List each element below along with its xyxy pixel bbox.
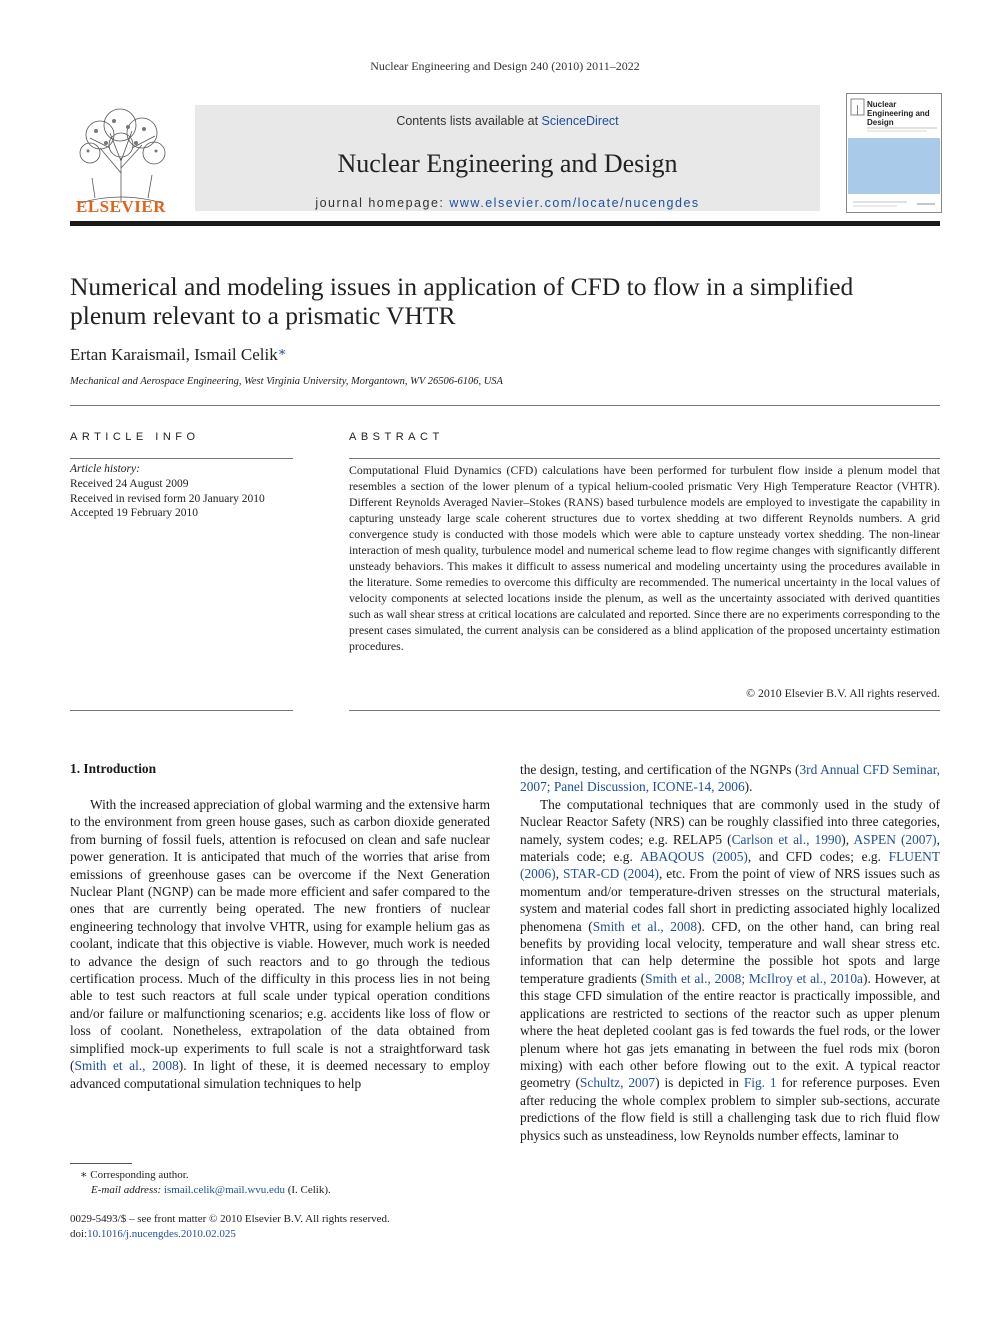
citation-link[interactable]: 3rd Annual CFD Seminar, 2007; Panel Discussion, ICONE-14, 2006: [520, 762, 940, 795]
citation-link[interactable]: STAR-CD (2004): [563, 866, 659, 882]
article-title-line-2: plenum relevant to a prismatic VHTR: [70, 301, 456, 330]
citation-link[interactable]: Smith et al., 2008: [592, 918, 698, 934]
homepage-prefix: journal homepage:: [315, 196, 450, 210]
abstract-rule-bottom: [349, 710, 940, 711]
doi-label: doi:: [70, 1227, 88, 1240]
citation-link[interactable]: ABAQOUS (2005): [639, 849, 748, 865]
p1-text-a: With the increased appreciation of global warming and the extensive harm to the environment from green house gases, such as carbon dioxide generated from burning of fossil fuels, attention is refocused on clean and safe nuclear power generation. It is anticipated that much of the worries that arise from emissions of greenhouse gases can be overcome if the Next Generation Nuclear Plant (NGNP) can be made more efficient and safer compared to the ones that are currently being operated. The new frontiers of nuclear engineering technology that involve VHTR, using for example helium gas as coolant, indicate that this objective is viable. However, much work is needed to advance the design of such reactors and to go through the tedious certification process. Much of the difficulty in this process lies in not being able to test such reactors at full scale under typical operation conditions and/or failure or malfunctioning scenarios; e.g. accidents like loss of flow or loss of coolant. Nonetheless, extrapolation of the data obtained from simplified mock-up experiments to full scale is not a straightforward task (: [70, 797, 490, 1074]
citation-link[interactable]: ASPEN (2007): [853, 831, 937, 847]
p2-text: , and CFD codes; e.g.: [747, 849, 889, 865]
cont-text-b: ).: [744, 779, 753, 795]
p2-text: , materials code; e.g.: [520, 831, 941, 865]
front-matter-info: [70, 1212, 490, 1241]
p2-text: ) is depicted in: [655, 1075, 744, 1091]
article-title: [70, 272, 940, 330]
intro-left-column: [70, 796, 490, 1092]
abstract-text: Computational Fluid Dynamics (CFD) calculations have been performed for turbulent flow inside a plenum model that resembles a section of the lower plenum of a typical helium-cooled prismatic Very High Temperature Reactor (VHTR). Different Reynolds Averaged Navier–Stokes (RANS) based turbulence models are employed to investigate the capability in capturing unsteady large scale coherent structures due to vortex shedding at two different Reynolds numbers. A grid convergence study is conducted with those models which were able to capture unsteady vortex shedding. The non-linear interaction of mesh quality, turbulence model and numerical scheme lead to flow regime changes with significantly different unsteady behaviors. This makes it difficult to assess numerical and modeling uncertainty using the procedures available in the literature. Some remedies to overcome this difficulty are recommended. The numerical uncertainty in the local values of velocity components at selected locations inside the plenum, as well as the uncertainty associated with derived quantities such as wall shear stress at critical locations are calculated and reported. Since there are no experiments corresponding to the present cases simulated, the current analysis can be considered as a blind application of the proposed uncertainty estimation procedures.: [349, 463, 940, 653]
cover-title: Nuclear Engineering and Design: [867, 100, 930, 127]
p2-text: The computational techniques that are commonly used in the study of Nuclear Reactor Safety (NRS) can be roughly classified into three categories, namely, system codes; e.g. RELAP5 (: [520, 796, 940, 847]
intro-paragraph-1-continued: [520, 761, 940, 796]
corresponding-author-note: [80, 1168, 490, 1183]
footnote-corresponding: [80, 1168, 490, 1197]
abstract-rule-top: [349, 458, 940, 459]
p2-text: for reference purposes. Even after reducing the whole complex problem to simpler sub-sections, accurate predictions of the flow field is still a challenging task due to rich fluid flow physics such as unsteadiness, low Reynolds number effects, laminar to: [520, 1075, 941, 1143]
journal-title: Nuclear Engineering and Design: [337, 149, 678, 178]
p1-text-b: ). In light of these, it is deemed necessary to employ advanced computational simulation techniques to help: [70, 1058, 490, 1091]
email-label: E-mail address:: [91, 1183, 164, 1196]
homepage-line: [195, 196, 820, 210]
footnote-mark: ∗: [80, 1169, 88, 1181]
cont-text-a: the design, testing, and certification of the NGNPs (: [520, 762, 800, 777]
doi-link[interactable]: 10.1016/j.nucengdes.2010.02.025: [87, 1227, 236, 1240]
affiliation: Mechanical and Aerospace Engineering, West Virginia University, Morgantown, WV 26506-6106, USA: [70, 376, 503, 387]
masthead-rule: [70, 221, 940, 226]
p2-text: ),: [841, 831, 854, 847]
citation-link[interactable]: FLUENT (2006): [520, 849, 940, 882]
citation-link[interactable]: Smith et al., 2008: [74, 1058, 179, 1074]
figure-link[interactable]: Fig. 1: [743, 1075, 777, 1091]
intro-paragraph-1: [70, 796, 490, 1092]
issn-line: 0029-5493/$ – see front matter © 2010 Elsevier B.V. All rights reserved.: [70, 1213, 390, 1225]
email-line: [80, 1183, 490, 1198]
article-info-heading: ARTICLE INFO: [70, 431, 200, 443]
p2-text: ). CFD, on the other hand, can bring real benefits by providing local velocity, temperature and wall shear stress etc. information that can help determine the possible hot spots and large temperature gradients (: [520, 918, 940, 986]
doi-line: [70, 1227, 490, 1242]
article-title-line-1: Numerical and modeling issues in application of CFD to flow in a simplified: [70, 272, 854, 301]
homepage-link[interactable]: www.elsevier.com/locate/nucengdes: [449, 196, 700, 210]
authors: [70, 344, 287, 365]
title-rule: [70, 405, 940, 406]
p2-text: , etc. From the point of view of NRS issues such as momentum and/or temperature-driven stresses on the structural materials, system and material codes fall short in predicting associated highly localized phenomena (: [520, 866, 941, 934]
email-suffix: (I. Celik).: [284, 1183, 331, 1196]
received-date: Received 24 August 2009: [70, 477, 189, 490]
citation-link[interactable]: Schultz, 2007: [579, 1075, 656, 1091]
intro-paragraph-2: [520, 796, 940, 1144]
cover-color-block: [848, 138, 940, 194]
citation-link[interactable]: Carlson et al., 1990: [731, 831, 842, 847]
corresponding-author-mark[interactable]: ∗: [277, 344, 287, 359]
corresponding-text: Corresponding author.: [87, 1169, 189, 1181]
article-info-rule-bottom: [70, 710, 293, 711]
p2-text: ,: [555, 866, 564, 882]
citation-link[interactable]: Smith et al., 2008; McIlroy et al., 2010a: [645, 970, 863, 986]
email-link[interactable]: ismail.celik@mail.wvu.edu: [163, 1183, 285, 1196]
masthead: [70, 93, 940, 223]
journal-reference: Nuclear Engineering and Design 240 (2010) 2011–2022: [370, 59, 640, 73]
contents-prefix: Contents lists available at: [396, 114, 542, 128]
accepted-date: Accepted 19 February 2010: [70, 507, 199, 520]
cover-footer-marks: [847, 194, 941, 212]
article-history: [70, 462, 293, 521]
intro-right-column: [520, 761, 940, 1144]
section-heading-introduction: 1. Introduction: [70, 761, 157, 776]
history-label: Article history:: [70, 463, 140, 475]
journal-banner: [195, 105, 820, 211]
sciencedirect-link[interactable]: ScienceDirect: [541, 114, 619, 128]
article-info-rule-top: [70, 458, 293, 459]
abstract-heading: ABSTRACT: [349, 431, 444, 443]
journal-cover-thumbnail: [846, 93, 942, 213]
footnote-rule: [70, 1163, 132, 1164]
revised-date: Received in revised form 20 January 2010: [70, 492, 265, 505]
p2-text: ). However, at this stage CFD simulation of the entire reactor is practically impossible, and applications are restricted to sections of the reactor such as upper plenum where the heat depleted coolant gas is fed towards the fuel rods, or the lower plenum where hot gas jets emanating in between the fuel rods mix (boron mixing) with each other before flowing out to the exit. A typical reactor geometry (: [520, 970, 940, 1091]
elsevier-wordmark: ELSEVIER: [76, 197, 166, 216]
abstract-copyright: © 2010 Elsevier B.V. All rights reserved.: [746, 686, 940, 700]
contents-line: [195, 114, 820, 128]
author-names: Ertan Karaismail, Ismail Celik: [70, 345, 278, 364]
